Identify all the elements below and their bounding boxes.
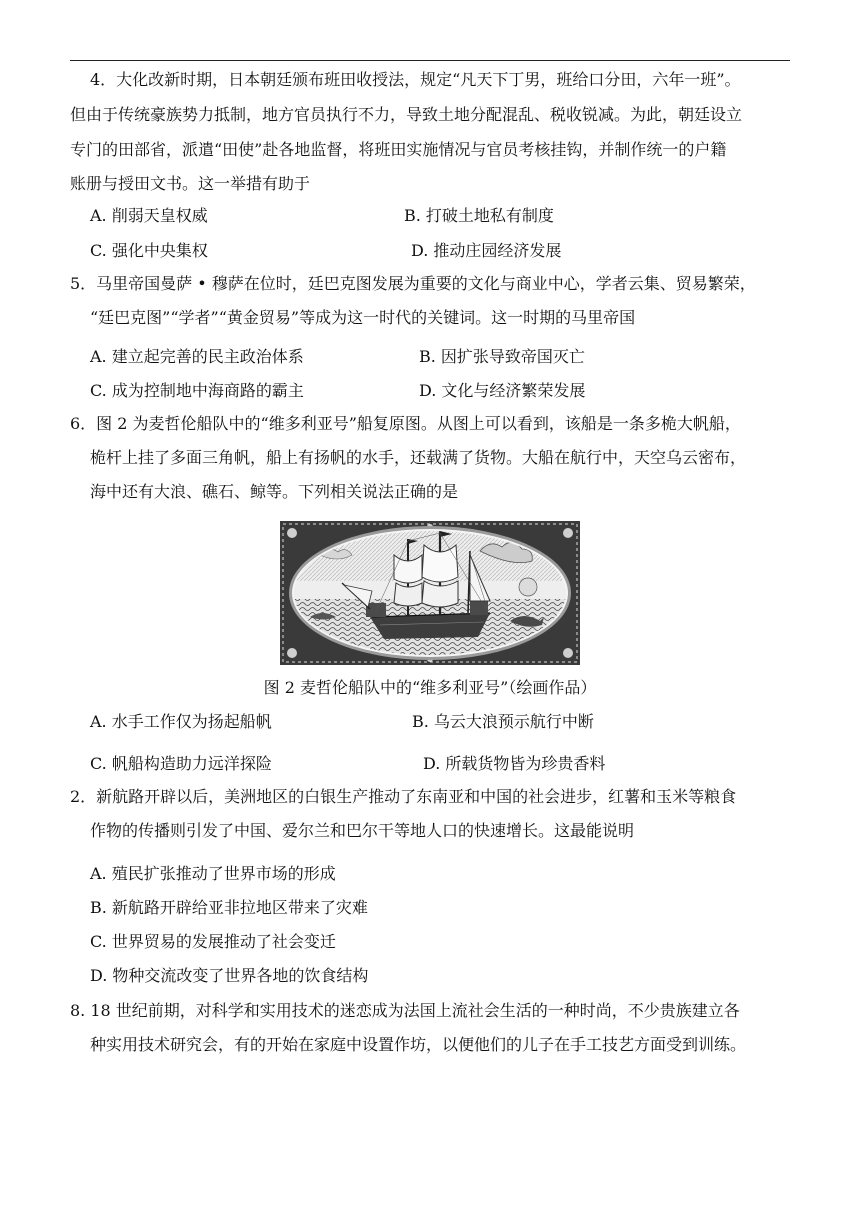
question-5-option-d[interactable]: D. 文化与经济繁荣发展 [419, 381, 586, 400]
question-7-option-c[interactable]: C. 世界贸易的发展推动了社会变迁 [90, 932, 336, 951]
question-4-option-d[interactable]: D. 推动庄园经济发展 [411, 241, 562, 260]
question-4-line-1: 4．大化改新时期，日本朝廷颁布班田收授法，规定“凡天下丁男，班给口分田，六年一班”。 [90, 70, 741, 89]
question-5-option-c[interactable]: C. 成为控制地中海商路的霸主 [90, 381, 304, 400]
question-6-option-a[interactable]: A. 水手工作仅为扬起船帆 [90, 712, 272, 731]
question-5-line-2: “廷巴克图”“学者”“黄金贸易”等成为这一时代的关键词。这一时期的马里帝国 [90, 308, 636, 327]
question-4-option-c[interactable]: C. 强化中央集权 [90, 241, 208, 260]
question-6-line-2: 桅杆上挂了多面三角帆，船上有扬帆的水手，还载满了货物。大船在航行中，天空乌云密布， [90, 448, 747, 467]
header-rule [70, 60, 790, 61]
question-6-line-3: 海中还有大浪、礁石、鲸等。下列相关说法正确的是 [90, 482, 459, 501]
question-6-option-d[interactable]: D. 所载货物皆为珍贵香料 [423, 754, 606, 773]
question-7-line-1: 2．新航路开辟以后，美洲地区的白银生产推动了东南亚和中国的社会进步，红薯和玉米等粮食 [70, 787, 737, 806]
question-4-line-2: 但由于传统豪族势力抵制，地方官员执行不力，导致土地分配混乱、税收锐减。为此，朝廷设立 [70, 105, 743, 124]
question-4-line-4: 账册与授田文书。这一举措有助于 [70, 174, 311, 193]
question-7-option-d[interactable]: D. 物种交流改变了世界各地的饮食结构 [90, 966, 369, 985]
question-6-option-c[interactable]: C. 帆船构造助力远洋探险 [90, 754, 272, 773]
question-4-line-3: 专门的田部省，派遣“田使”赴各地监督，将班田实施情况与官员考核挂钩，并制作统一的户籍 [70, 140, 727, 159]
question-6-option-b[interactable]: B. 乌云大浪预示航行中断 [412, 712, 594, 731]
question-8-line-1: 8. 18 世纪前期，对科学和实用技术的迷恋成为法国上流社会生活的一种时尚，不少贵族建立各 [70, 1001, 740, 1020]
question-8-line-2: 种实用技术研究会，有的开始在家庭中设置作坊，以便他们的儿子在手工技艺方面受到训练。 [90, 1035, 747, 1054]
question-6-line-1: 6．图 2 为麦哲伦船队中的“维多利亚号”船复原图。从图上可以看到，该船是一条多桅大帆船， [70, 414, 741, 433]
figure-2-caption: 图 2 麦哲伦船队中的“维多利亚号”（绘画作品） [263, 678, 597, 697]
question-5-line-1: 5．马里帝国曼萨 • 穆萨在位时，廷巴克图发展为重要的文化与商业中心，学者云集、贸易繁荣， [70, 274, 756, 293]
question-5-option-a[interactable]: A. 建立起完善的民主政治体系 [90, 347, 304, 366]
victoria-ship-illustration [280, 521, 580, 665]
question-7-option-b[interactable]: B. 新航路开辟给亚非拉地区带来了灾难 [90, 898, 368, 917]
question-5-option-b[interactable]: B. 因扩张导致帝国灭亡 [419, 347, 585, 366]
question-4-option-a[interactable]: A. 削弱天皇权威 [90, 206, 208, 225]
ship-engraving-image [280, 521, 580, 665]
question-7-option-a[interactable]: A. 殖民扩张推动了世界市场的形成 [90, 864, 336, 883]
question-4-option-b[interactable]: B. 打破土地私有制度 [404, 206, 554, 225]
question-7-line-2: 作物的传播则引发了中国、爱尔兰和巴尔干等地人口的快速增长。这最能说明 [90, 821, 635, 840]
